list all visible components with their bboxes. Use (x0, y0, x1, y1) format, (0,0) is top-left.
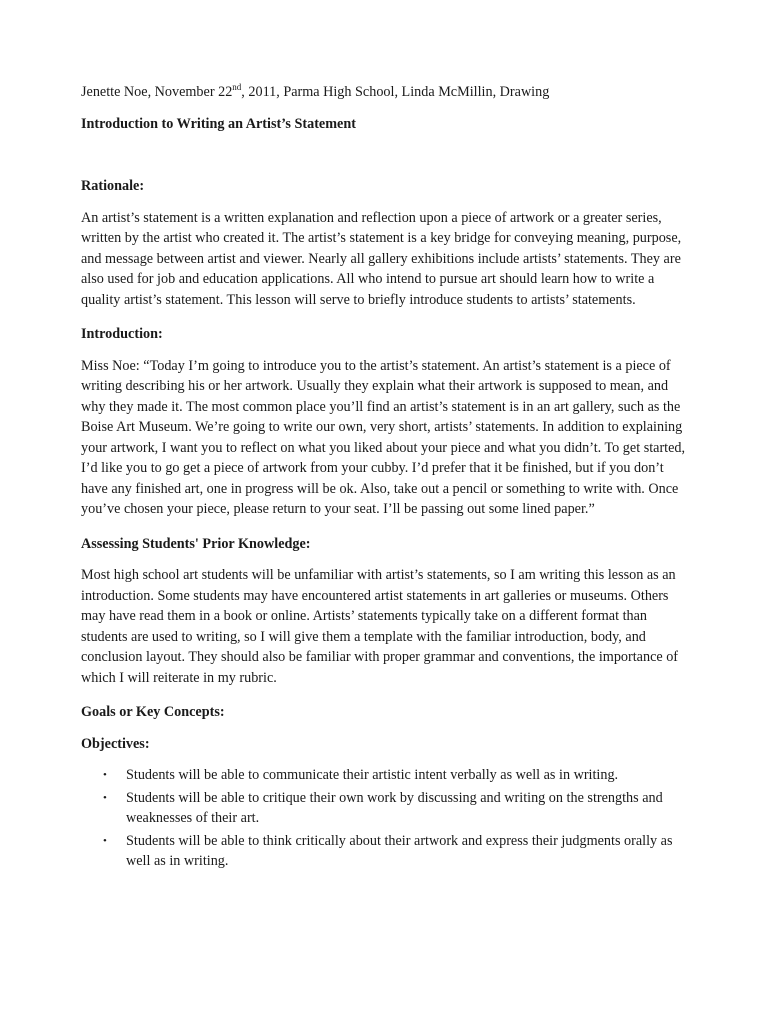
header-school-teacher-subject: , 2011, Parma High School, Linda McMillin, Drawing (241, 84, 550, 100)
rationale-heading: Rationale: (81, 178, 145, 194)
bullet-icon: • (103, 769, 107, 781)
introduction-paragraph: Miss Noe: “Today I’m going to introduce you to the artist’s statement. An artist’s statement is a piece of writing describing his or her artwork. Usually they explain what their artwork is supposed to mean, and why they made it. The most common place you’ll find an artist’s statement is in an art gallery, such as the Boise Art Museum. We’re going to write our own, very short, artists’ statements. In addition to explaining your artwork, I want you to reflect on what you liked about your piece and what you didn’t. To get started, I’d like you to go get a piece of artwork from your cubby. I’d prefer that it be finished, but if you don’t have any finished art, one in progress will be ok. Also, take out a pencil or something to write with. Once you’ve chosen your piece, please return to your seat. I’ll be passing out some lined paper.” (81, 357, 686, 517)
rationale-paragraph: An artist’s statement is a written explanation and reflection upon a piece of artwork or a greater series, written by the artist who created it. The artist’s statement is a key bridge for conveying meaning, purpose, and message between artist and viewer. Nearly all gallery exhibitions include artists’ statements. They are also used for job and education applications. All who intend to pursue art should learn how to write a quality artist’s statement. This lesson will serve to briefly introduce students to artists’ statements. (81, 209, 682, 308)
objective-text: Students will be able to communicate their artistic intent verbally as well as in writing. (126, 767, 619, 783)
bullet-icon: • (103, 834, 107, 847)
objective-text: Students will be able to think critically about their artwork and express their judgments orally as well as in writing. (126, 832, 673, 869)
goals-heading: Goals or Key Concepts: (81, 704, 225, 720)
objective-text: Students will be able to critique their own work by discussing and writing on the strengths and weaknesses of their art. (126, 789, 663, 826)
document-header-line (81, 82, 690, 103)
list-item (81, 765, 690, 786)
list-item (81, 788, 690, 829)
bullet-icon: • (103, 791, 107, 804)
objectives-heading: Objectives: (81, 735, 150, 752)
introduction-heading: Introduction: (81, 326, 163, 342)
prior-knowledge-paragraph: Most high school art students will be unfamiliar with artist’s statements, so I am writing this lesson as an introduction. Some students may have encountered artist statements in art galleries or museums. Others may have read them in a book or online. Artists’ statements typically take on a different format than students are used to writing, so I will give them a template with the familiar introduction, body, and conclusion layout. They should also be familiar with proper grammar and conventions, the importance of which I will reiterate in my rubric. (81, 567, 679, 686)
document-title: Introduction to Writing an Artist’s Statement (81, 115, 356, 132)
header-date-suffix: nd (232, 82, 242, 92)
header-author-date: Jenette Noe, November 22 (81, 84, 233, 100)
list-item (81, 831, 690, 872)
objectives-list (81, 765, 690, 872)
prior-knowledge-heading: Assessing Students' Prior Knowledge: (81, 535, 311, 552)
